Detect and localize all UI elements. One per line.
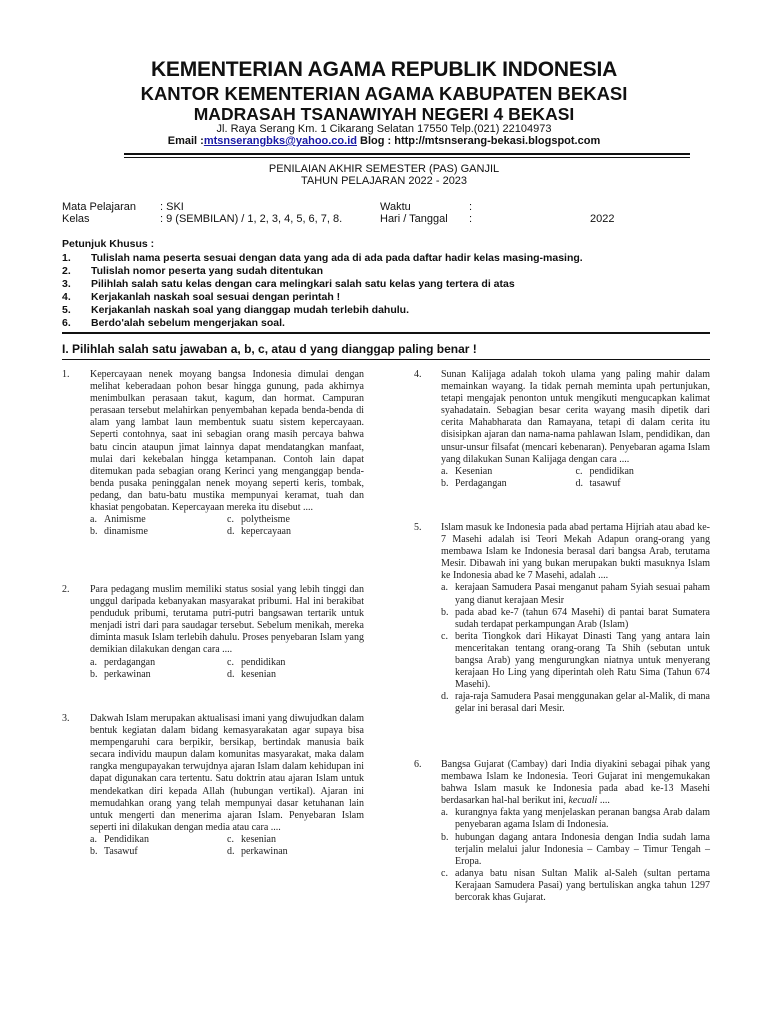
question-text: Islam masuk ke Indonesia pada abad pertama Hijriah atau abad ke-7 Masehi adalah isi Teori Mekah Adapun orang-orang yang membawa Islam ke Indonesia berasal dari bangsa Arab, terutama Mesir. Dibawah ini yang bukan merupakan bukti masuknya Islam ke Indonesia abad ke 7 Masehi, adalah .... <box>441 522 710 582</box>
header-line3: MADRASAH TSANAWIYAH NEGERI 4 BEKASI <box>193 104 575 124</box>
question-text: Para pedagang muslim memiliki status sosial yang lebih tinggi dan unggul daripada kebanyakan masyarakat pribumi. Hal ini berakibat penduduk pribumi, terutama putri-putri bangsawan tertarik untuk menjadi istri dari para saudagar tersebut. Sebelum menikah, mereka diminta masuk Islam terlebih dahulu. Proses penyebaran Islam yang demikian dilakukan dengan cara .... <box>90 584 364 656</box>
question-3 <box>62 713 364 858</box>
section-heading: I. Pilihlah salah satu jawaban a, b, c, atau d yang dianggap paling benar ! <box>62 342 477 356</box>
option-b[interactable]: b. Tasawuf <box>90 846 138 858</box>
date-value: : <box>469 213 473 225</box>
option-d[interactable]: d. kepercayaan <box>227 526 291 538</box>
option-d[interactable]: d. kesenian <box>227 668 276 680</box>
class-value: : 9 (SEMBILAN) / 1, 2, 3, 4, 5, 6, 7, 8. <box>160 213 343 225</box>
option-a[interactable]: a. perdagangan <box>90 656 156 668</box>
option-c[interactable]: c. pendidikan <box>575 465 634 477</box>
subject-label: Mata Pelajaran <box>62 201 136 213</box>
emphasis-text: kecuali <box>568 795 598 807</box>
header-contact <box>0 135 768 147</box>
header-divider-thin <box>124 157 690 158</box>
instruction-item: 5. Kerjakanlah naskah soal yang dianggap mudah terlebih dahulu. <box>62 304 409 316</box>
option-c[interactable]: c. polytheisme <box>227 514 290 526</box>
question-6 <box>414 759 710 904</box>
instructions-title: Petunjuk Khusus : <box>62 238 155 250</box>
email-label: Email : <box>167 135 204 147</box>
instruction-item: 2. Tulislah nomor peserta yang sudah ditentukan <box>62 265 324 277</box>
option-c[interactable]: c. adanya batu nisan Sultan Malik al-Saleh (sultan pertama Kerajaan Samudera Pasai) yang bertuliskan angka tahun 1297 bercorak khas Gujarat. <box>441 867 710 904</box>
section-divider-top <box>62 332 710 334</box>
option-d[interactable]: d. tasawuf <box>575 477 621 489</box>
question-text: Kepercayaan nenek moyang bangsa Indonesia dimulai dengan melihat keberadaan pohon besar hingga gunung, pada akhirnya menimbulkan perasaan takut, kagum, dan hormat. Campuran perasaan tersebut melahirkan penyembahan kepada benda-benda di alam yang lambat laun membentuk suatu sistem kepercayaan. Seperti contohnya, saat ini sebagian orang masih percaya bahwa batu cincin ataupun jimat lainnya dapat mendatangkan manfaat, mulai dari kekebalan hingga ketampanan. Contoh lain dapat ditemukan pada sebagian orang Kerinci yang menganggap benda-benda pusaka peninggalan nenek moyang seperti keris, tombak, pedang, dan batu-batu mustika mempunyai keramat, tuah dan khasiat pengobatan. Kepercayaan mereka itu disebut .... <box>90 369 364 514</box>
header-line2: KANTOR KEMENTERIAN AGAMA KABUPATEN BEKASI <box>140 83 628 104</box>
question-number: 4. <box>414 369 422 380</box>
time-label: Waktu <box>380 201 411 213</box>
option-c[interactable]: c. pendidikan <box>227 656 286 668</box>
section-divider-bottom <box>62 359 710 360</box>
instruction-item: 6. Berdo'alah sebelum mengerjakan soal. <box>62 317 285 329</box>
option-d[interactable]: d. raja-raja Samudera Pasai menggunakan gelar al-Malik, di mana gelar ini berasal dari Mesir. <box>441 691 710 715</box>
class-label: Kelas <box>62 213 90 225</box>
option-a[interactable]: a. Animisme <box>90 514 146 526</box>
option-c[interactable]: c. berita Tiongkok dari Hikayat Dinasti Tang yang antara lain menceritakan tentang orang-orang Ta Shih (sebutan untuk bangsa Arab) yang mengurungkan niatnya untuk menyerang kerajaan Ho Ling yang diperintah oleh Ratu Sima (Tahun 674 Masehi). <box>441 630 710 691</box>
question-5 <box>414 522 710 716</box>
subject-value: : SKI <box>160 201 184 213</box>
option-b[interactable]: b. Perdagangan <box>441 477 507 489</box>
option-a[interactable]: a. kerajaan Samudera Pasai menganut paham Syiah sesuai paham yang dianut kerajaan Mesir <box>441 582 710 606</box>
question-2 <box>62 584 364 681</box>
time-value: : <box>469 201 473 213</box>
header-divider <box>124 153 690 155</box>
email-link[interactable]: mtsnserangbks@yahoo.co.id <box>203 135 357 147</box>
option-a[interactable]: a. kurangnya fakta yang menjelaskan peranan bangsa Arab dalam penyebaran agama Islam di Indonesia. <box>441 807 710 831</box>
header-line1: KEMENTERIAN AGAMA REPUBLIK INDONESIA <box>150 58 618 81</box>
exam-title: PENILAIAN AKHIR SEMESTER (PAS) GANJIL <box>268 163 500 175</box>
option-a[interactable]: a. Pendidikan <box>90 833 149 845</box>
question-1 <box>62 369 364 538</box>
question-number: 5. <box>414 522 422 533</box>
instruction-item: 1. Tulislah nama peserta sesuai dengan data yang ada di ada pada daftar hadir kelas masing-masing. <box>62 252 583 264</box>
question-text: Dakwah Islam merupakan aktualisasi imani yang diwujudkan dalam bentuk kegiatan dalam bidang kemasyarakatan agar supaya bisa mempengaruhi cara berpikir, bersikap, bertindak manusia baik secara individu maupun dalam komunitas masyarakat, maka dalam rangka mengupayakan terwujdnya ajaran Islam dalam kehidupan ini dapat digunakan cara tertentu. Satu doktrin atau ajaran Islam untuk mendekatkan diri kepada Allah (hubungan vertikal). Ajaran ini memudahkan orang yang telah mempunyai dasar ketuhanan lain untuk mengerti dan menerima ajaran Islam. Penyebaran Islam seperti ini dilakukan dengan media atau cara .... <box>90 713 364 833</box>
question-text: Bangsa Gujarat (Cambay) dari India diyakini sebagai pihak yang membawa Islam ke Indonesia. Teori Gujarat ini mengemukakan bahwa Islam masuk ke Indonesia pada abad ke-13 Masehi berdasarkan hal-hal berikut ini, kecuali .... <box>441 759 710 807</box>
instruction-item: 3. Pilihlah salah satu kelas dengan cara melingkari salah satu kelas yang tertera di atas <box>62 278 515 290</box>
date-year: 2022 <box>590 213 615 225</box>
date-label: Hari / Tanggal <box>380 213 448 225</box>
option-d[interactable]: d. perkawinan <box>227 846 288 858</box>
question-number: 6. <box>414 759 422 770</box>
instruction-item: 4. Kerjakanlah naskah soal sesuai dengan perintah ! <box>62 291 341 303</box>
option-b[interactable]: b. pada abad ke-7 (tahun 674 Masehi) di pantai barat Sumatera sudah terdapat perkampungan Arab (Islam) <box>441 606 710 630</box>
option-c[interactable]: c. kesenian <box>227 833 276 845</box>
question-text: Sunan Kalijaga adalah tokoh ulama yang paling mahir dalam memainkan wayang. Ia tidak pernah meminta upah pertunjukan, tetapi mengajak penonton untuk mengikuti mengucapkan kalimat syahadatain. Sebagian besar cerita wayang masih dipetik dari cerita Mahabharata dan Ramayana, tetapi di dalam cerita itu disisipkan ajaran dan nama-nama pahlawan Islam, pendidikan, dan unsur-unsur filsafat (mencari kebenaran). Penyebaran agama Islam yang dilakukan Sunan Kalijaga dengan cara .... <box>441 369 710 465</box>
header-address: Jl. Raya Serang Km. 1 Cikarang Selatan 17550 Telp.(021) 22104973 <box>216 123 552 135</box>
option-b[interactable]: b. hubungan dagang antara Indonesia dengan India sudah lama terjalin melalui jalur Indonesia – Cambay – Timur Tengah – Eropa. <box>441 831 710 867</box>
question-number: 1. <box>62 369 70 380</box>
question-number: 2. <box>62 584 70 595</box>
option-b[interactable]: b. perkawinan <box>90 668 151 680</box>
option-a[interactable]: a. Kesenian <box>441 465 493 477</box>
exam-year: TAHUN PELAJARAN 2022 - 2023 <box>300 175 468 187</box>
question-number: 3. <box>62 713 70 724</box>
question-4 <box>414 369 710 490</box>
blog-text: Blog : http://mtsnserang-bekasi.blogspot.com <box>356 135 601 147</box>
option-b[interactable]: b. dinamisme <box>90 526 148 538</box>
instructions <box>62 238 583 330</box>
